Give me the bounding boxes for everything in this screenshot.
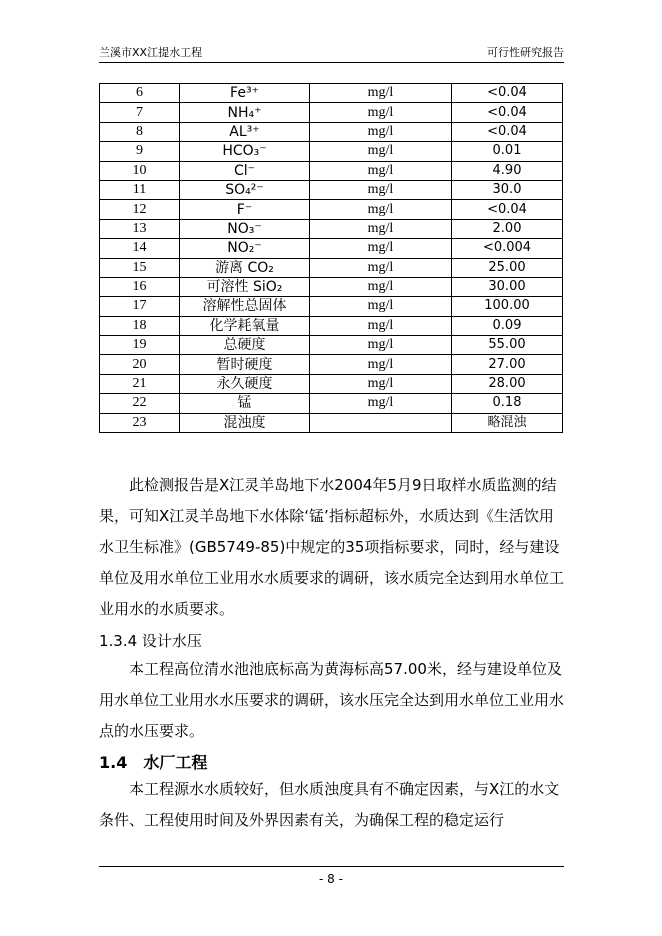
value-cell: 略混浊 xyxy=(452,413,563,432)
table-row xyxy=(100,297,563,316)
row-number: 23 xyxy=(100,413,180,432)
value-cell: <0.04 xyxy=(452,200,563,219)
value-cell: 30.0 xyxy=(452,180,563,199)
value-cell: <0.04 xyxy=(452,103,563,122)
paragraph-design-water-pressure: 本工程高位清水池池底标高为黄海标高57.00米，经与建设单位及用水单位工业用水水压要求的调研，该水压完全达到用水单位工业用水点的水压要求。 xyxy=(99,660,565,740)
value-cell: 55.00 xyxy=(452,336,563,355)
row-number: 11 xyxy=(100,180,180,199)
row-number: 13 xyxy=(100,219,180,238)
value-cell: 0.09 xyxy=(452,316,563,335)
paragraph-test-report-conclusion: 此检测报告是X江灵羊岛地下水2004年5月9日取样水质监测的结果，可知X江灵羊岛地下水体除‘锰’指标超标外，水质达到《生活饮用水卫生标准》(GB5749-85)中规定的35项指标要求，同时，经与建设单位及用水单位工业用水水质要求的调研，该水质完全达到用水单位工业用水的水质要求。 xyxy=(99,476,565,618)
parameter-name: 暂时硬度 xyxy=(180,355,310,374)
table-row xyxy=(100,122,563,141)
parameter-name: NO₂⁻ xyxy=(180,239,310,258)
table-row xyxy=(100,336,563,355)
table-row xyxy=(100,355,563,374)
unit-cell xyxy=(310,413,452,432)
parameter-name: NH₄⁺ xyxy=(180,103,310,122)
unit-cell: mg/l xyxy=(310,200,452,219)
value-cell: <0.004 xyxy=(452,239,563,258)
row-number: 15 xyxy=(100,258,180,277)
footer-divider xyxy=(99,866,564,867)
table-row xyxy=(100,180,563,199)
table-row xyxy=(100,219,563,238)
parameter-name: AL³⁺ xyxy=(180,122,310,141)
table-row xyxy=(100,161,563,180)
parameter-name: 混浊度 xyxy=(180,413,310,432)
unit-cell: mg/l xyxy=(310,122,452,141)
unit-cell: mg/l xyxy=(310,394,452,413)
value-cell: 100.00 xyxy=(452,297,563,316)
unit-cell: mg/l xyxy=(310,219,452,238)
table-row xyxy=(100,374,563,393)
value-cell: <0.04 xyxy=(452,84,563,103)
unit-cell: mg/l xyxy=(310,180,452,199)
section-heading-1-4: 1.4 水厂工程 xyxy=(99,753,208,772)
value-cell: 0.18 xyxy=(452,394,563,413)
parameter-name: HCO₃⁻ xyxy=(180,142,310,161)
table-row xyxy=(100,84,563,103)
row-number: 18 xyxy=(100,316,180,335)
unit-cell: mg/l xyxy=(310,142,452,161)
row-number: 16 xyxy=(100,277,180,296)
water-quality-table xyxy=(99,83,563,433)
table-row xyxy=(100,413,563,432)
unit-cell: mg/l xyxy=(310,297,452,316)
unit-cell: mg/l xyxy=(310,161,452,180)
parameter-name: F⁻ xyxy=(180,200,310,219)
table-row xyxy=(100,258,563,277)
parameter-name: 溶解性总固体 xyxy=(180,297,310,316)
table-row xyxy=(100,316,563,335)
page-number: - 8 - xyxy=(319,872,343,886)
row-number: 22 xyxy=(100,394,180,413)
parameter-name: NO₃⁻ xyxy=(180,219,310,238)
header-divider xyxy=(99,62,564,63)
parameter-name: 游离 CO₂ xyxy=(180,258,310,277)
unit-cell: mg/l xyxy=(310,258,452,277)
unit-cell: mg/l xyxy=(310,103,452,122)
unit-cell: mg/l xyxy=(310,277,452,296)
parameter-name: 永久硬度 xyxy=(180,374,310,393)
row-number: 21 xyxy=(100,374,180,393)
unit-cell: mg/l xyxy=(310,239,452,258)
table-row xyxy=(100,239,563,258)
row-number: 17 xyxy=(100,297,180,316)
row-number: 7 xyxy=(100,103,180,122)
unit-cell: mg/l xyxy=(310,316,452,335)
parameter-name: 可溶性 SiO₂ xyxy=(180,277,310,296)
table-row xyxy=(100,103,563,122)
table-row xyxy=(100,142,563,161)
parameter-name: 总硬度 xyxy=(180,336,310,355)
section-heading-1-3-4: 1.3.4 设计水压 xyxy=(99,632,202,650)
header-title: 兰溪市XX江提水工程 xyxy=(99,46,203,59)
unit-cell: mg/l xyxy=(310,84,452,103)
value-cell: <0.04 xyxy=(452,122,563,141)
parameter-name: SO₄²⁻ xyxy=(180,180,310,199)
parameter-name: Cl⁻ xyxy=(180,161,310,180)
table-row xyxy=(100,277,563,296)
row-number: 20 xyxy=(100,355,180,374)
value-cell: 25.00 xyxy=(452,258,563,277)
value-cell: 2.00 xyxy=(452,219,563,238)
value-cell: 28.00 xyxy=(452,374,563,393)
row-number: 9 xyxy=(100,142,180,161)
table-row xyxy=(100,394,563,413)
parameter-name: Fe³⁺ xyxy=(180,84,310,103)
row-number: 12 xyxy=(100,200,180,219)
parameter-name: 化学耗氧量 xyxy=(180,316,310,335)
paragraph-water-plant-engineering: 本工程源水水质较好，但水质浊度具有不确定因素，与X江的水文条件、工程使用时间及外界因素有关，为确保工程的稳定运行 xyxy=(99,780,560,829)
value-cell: 0.01 xyxy=(452,142,563,161)
row-number: 19 xyxy=(100,336,180,355)
parameter-name: 锰 xyxy=(180,394,310,413)
unit-cell: mg/l xyxy=(310,374,452,393)
unit-cell: mg/l xyxy=(310,355,452,374)
header-report-type: 可行性研究报告 xyxy=(487,46,564,59)
row-number: 6 xyxy=(100,84,180,103)
row-number: 8 xyxy=(100,122,180,141)
value-cell: 4.90 xyxy=(452,161,563,180)
value-cell: 30.00 xyxy=(452,277,563,296)
value-cell: 27.00 xyxy=(452,355,563,374)
table-row xyxy=(100,200,563,219)
row-number: 10 xyxy=(100,161,180,180)
row-number: 14 xyxy=(100,239,180,258)
unit-cell: mg/l xyxy=(310,336,452,355)
water-quality-table-body xyxy=(100,84,563,433)
